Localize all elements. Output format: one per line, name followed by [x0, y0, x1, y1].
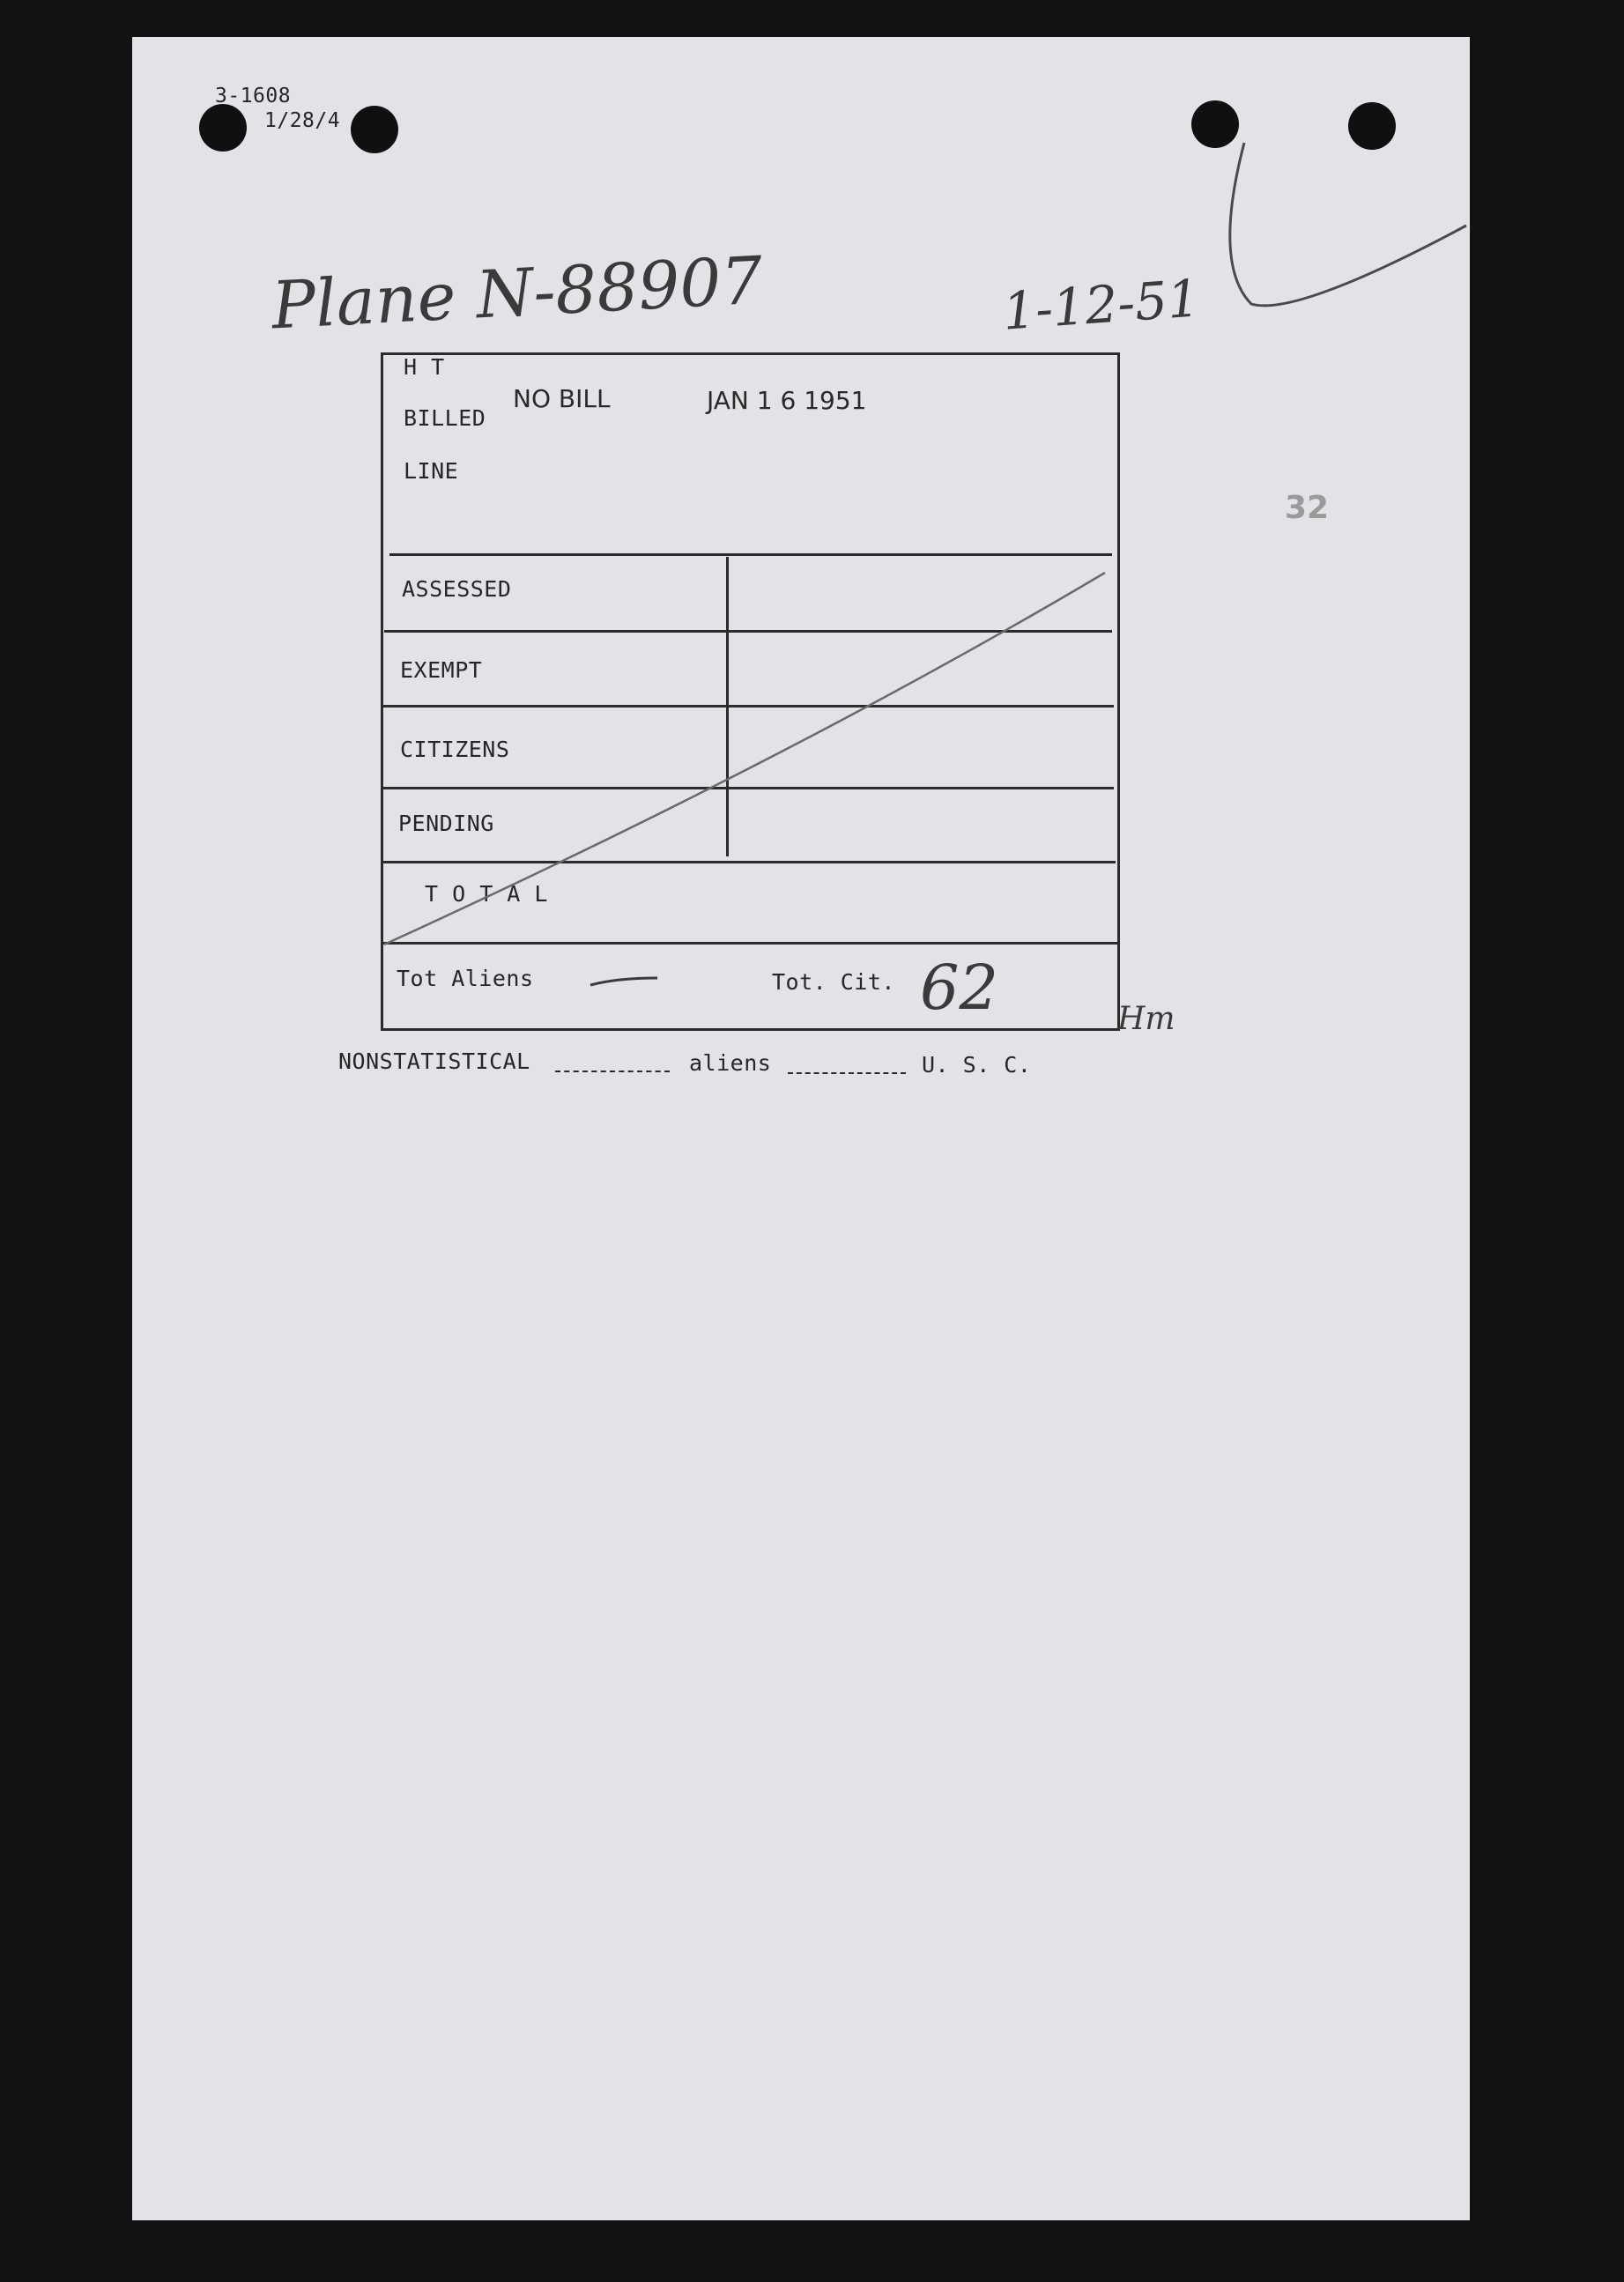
label-assessed: ASSESSED [402, 576, 512, 602]
handwritten-plane-number: Plane N-88907 [270, 242, 765, 345]
no-bill-stamp: NO BILL [513, 384, 611, 413]
aliens-blank [788, 1072, 906, 1074]
punch-hole-left-2 [351, 106, 398, 153]
table-divider-citizens [381, 787, 1114, 789]
handwritten-initials: Hm [1117, 1001, 1175, 1037]
table-divider-exempt [382, 705, 1114, 708]
document-page [132, 37, 1470, 2220]
label-tot-aliens: Tot Aliens [397, 966, 534, 991]
punch-hole-right-2 [1348, 102, 1396, 150]
handwritten-tot-aliens [589, 952, 633, 1003]
table-bottom-border [381, 1028, 1120, 1031]
table-divider-pending [381, 861, 1116, 863]
label-billed: BILLED [404, 405, 486, 431]
label-citizens: CITIZENS [400, 737, 510, 762]
label-total: T O T A L [425, 881, 548, 907]
table-top-border [382, 352, 1119, 355]
label-nonstatistical: NONSTATISTICAL [338, 1048, 530, 1074]
table-divider-total [381, 942, 1117, 945]
handwritten-tot-cit: 62 [920, 952, 999, 1024]
punch-hole-right-1 [1191, 100, 1239, 148]
form-revision: 1/28/4 [264, 109, 341, 132]
punch-hole-left-1 [199, 104, 247, 152]
label-line: LINE [404, 458, 459, 484]
handwritten-date: 1-12-51 [1000, 268, 1202, 342]
table-column-divider [726, 557, 729, 856]
label-pending: PENDING [398, 811, 494, 836]
form-number: 3-1608 [215, 85, 292, 107]
table-right-border [1117, 352, 1120, 1031]
label-aliens: aliens [689, 1050, 772, 1076]
stamp-date: JAN 1 6 1951 [707, 386, 867, 415]
table-left-border [381, 352, 383, 1031]
label-usc: U. S. C. [922, 1052, 1032, 1078]
label-exempt: EXEMPT [400, 657, 483, 683]
label-ht: H T [404, 354, 445, 380]
table-divider-assessed [384, 630, 1112, 633]
table-divider-header [389, 553, 1112, 556]
page-number: 32 [1285, 490, 1330, 526]
label-tot-cit: Tot. Cit. [772, 969, 895, 995]
nonstatistical-blank [555, 1071, 670, 1072]
